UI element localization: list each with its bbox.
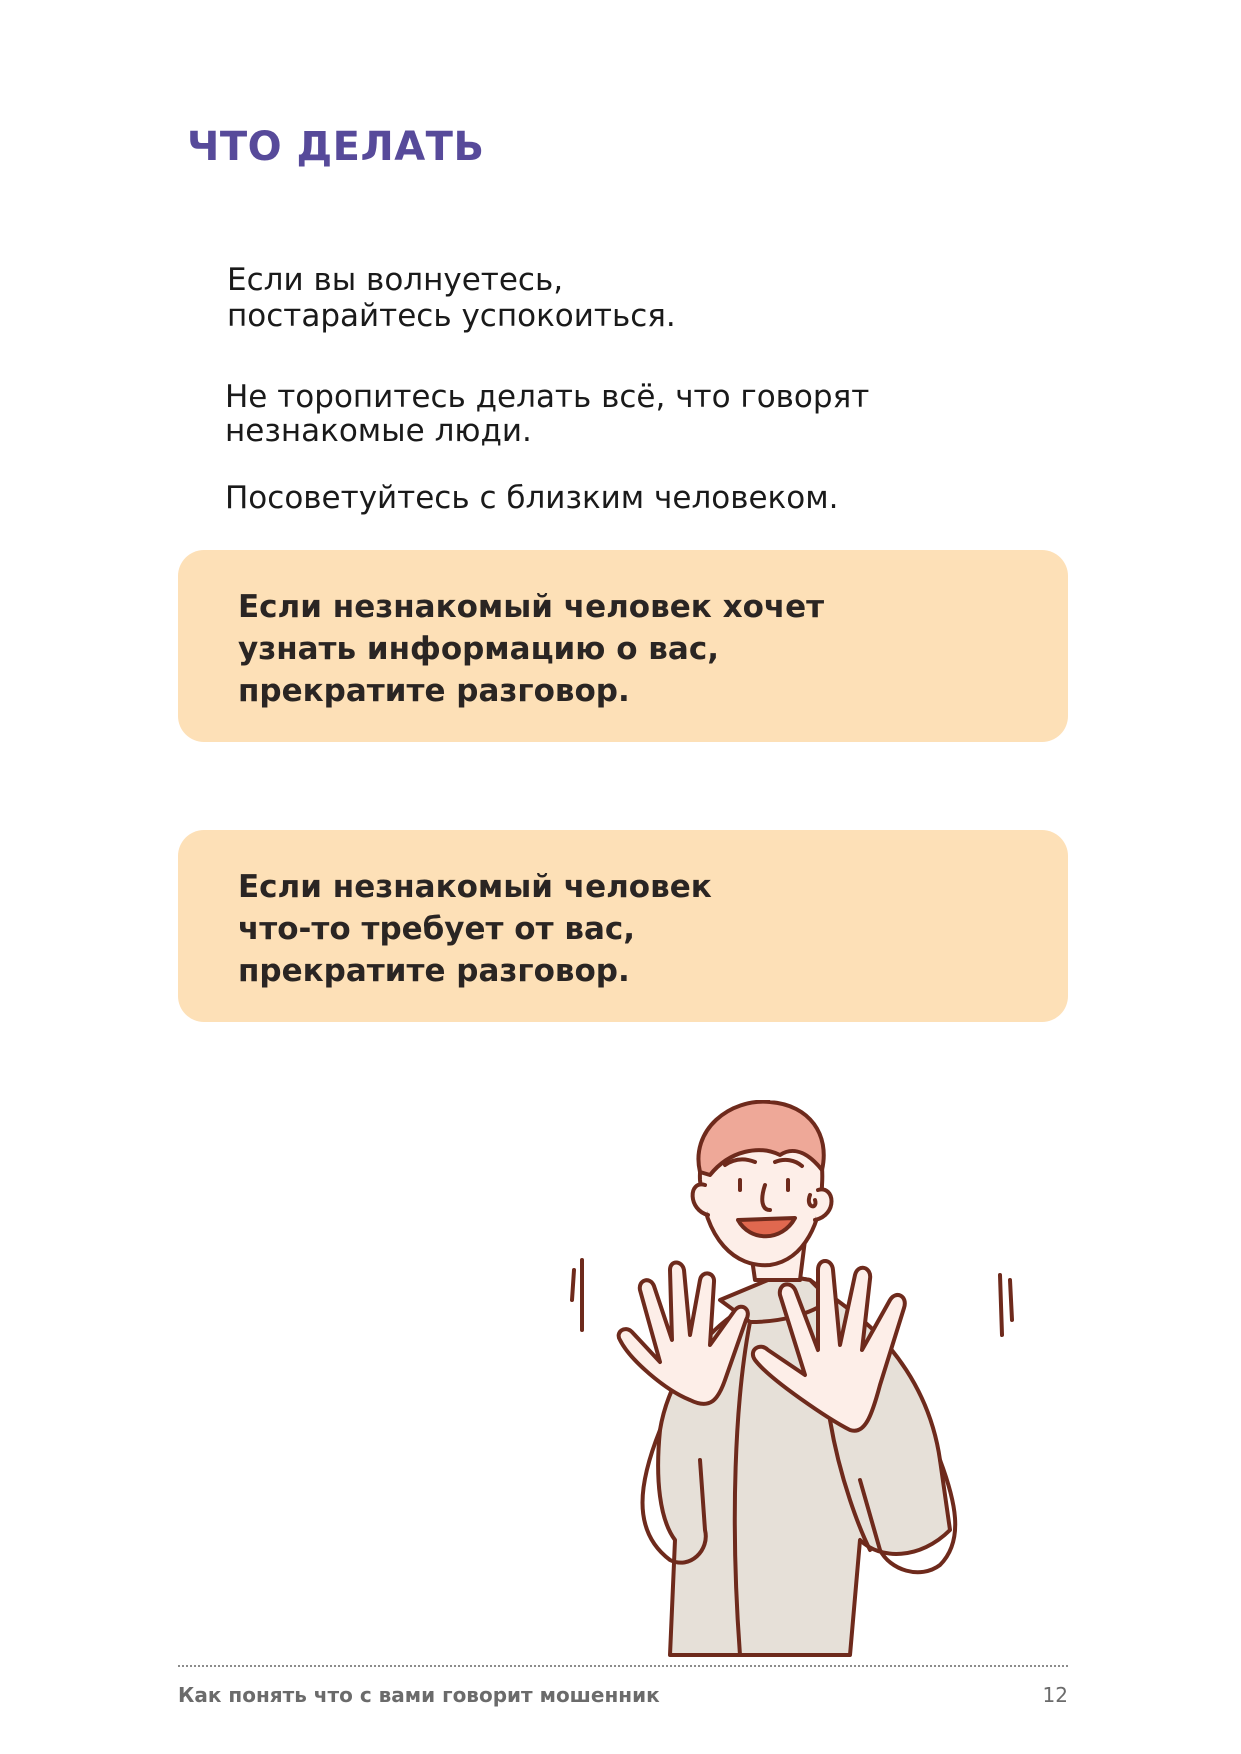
footer-title: Как понять что с вами говорит мошенник xyxy=(178,1683,660,1707)
callout-line: Если незнакомый человек хочет xyxy=(238,589,825,625)
callout-line: узнать информацию о вас, xyxy=(238,631,719,667)
paragraph-line: Не торопитесь делать всё, что говорят xyxy=(225,379,870,415)
advice-paragraph-calm xyxy=(227,262,987,334)
footer-divider xyxy=(178,1665,1068,1667)
paragraph-line: Посоветуйтесь с близким человеком. xyxy=(225,480,839,516)
callout-line: прекратите разговор. xyxy=(238,673,630,709)
page-heading: ЧТО ДЕЛАТЬ xyxy=(187,124,485,170)
callout-stop-info-request xyxy=(178,550,1068,742)
callout-line: Если незнакомый человек xyxy=(238,869,712,905)
callout-line: прекратите разговор. xyxy=(238,953,630,989)
advice-paragraph-consult xyxy=(225,480,985,516)
paragraph-line: постарайтесь успокоиться. xyxy=(227,298,676,334)
callout-line: что-то требует от вас, xyxy=(238,911,636,947)
paragraph-line: Если вы волнуетесь, xyxy=(227,262,564,298)
page-number: 12 xyxy=(1042,1683,1068,1707)
advice-paragraph-no-rush xyxy=(225,380,985,448)
callout-text xyxy=(238,586,824,712)
callout-stop-demand xyxy=(178,830,1068,1022)
callout-text xyxy=(238,866,712,992)
paragraph-line: незнакомые люди. xyxy=(225,413,532,449)
man-raising-hands-illustration xyxy=(560,1100,1020,1660)
